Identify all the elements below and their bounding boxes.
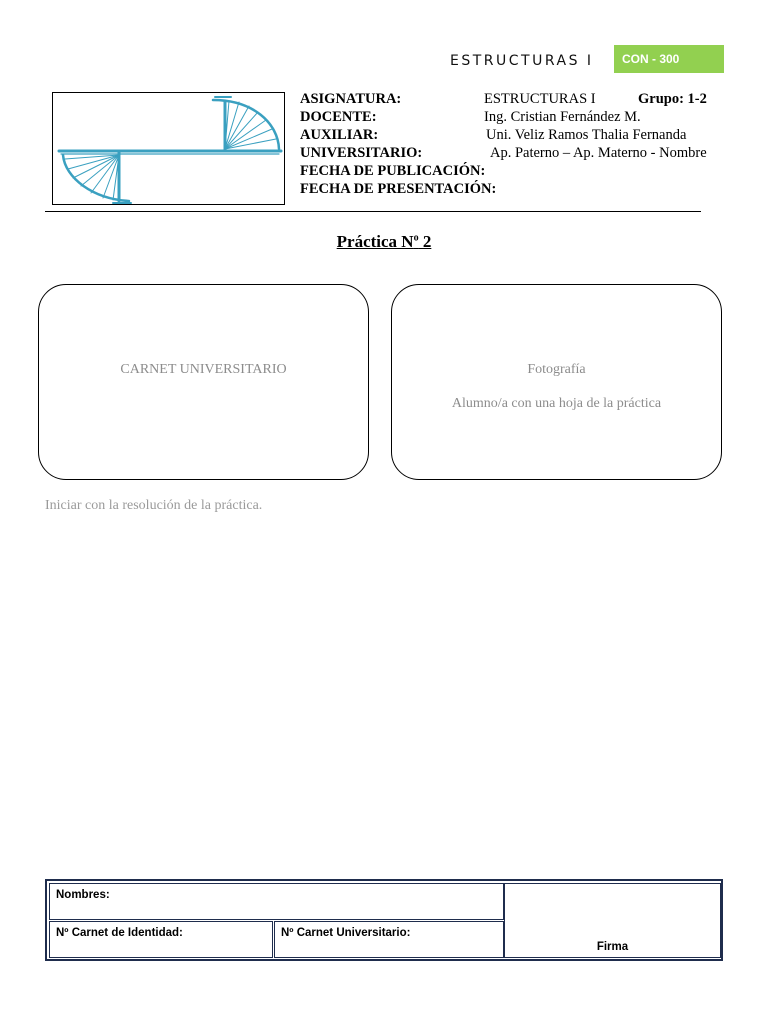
fecha-publicacion-label: FECHA DE PUBLICACIÓN: xyxy=(300,163,486,179)
student-signature-table xyxy=(45,879,723,961)
course-info xyxy=(300,90,740,198)
header-divider xyxy=(45,211,701,212)
photo-placeholder xyxy=(391,284,722,480)
info-row-auxiliar xyxy=(300,126,740,144)
logo-frame xyxy=(52,92,285,205)
photo-placeholder-title: Fotografía xyxy=(527,362,586,377)
firma-label: Firma xyxy=(596,941,629,953)
practice-title xyxy=(0,232,768,252)
docente-label: DOCENTE: xyxy=(300,109,377,125)
carnet-universitario-label: Nº Carnet Universitario: xyxy=(281,927,411,939)
resolution-hint: Iniciar con la resolución de la práctica. xyxy=(45,498,263,513)
docente-value: Ing. Cristian Fernández M. xyxy=(484,109,641,125)
carnet-placeholder-label: CARNET UNIVERSITARIO xyxy=(120,362,287,377)
asignatura-value: ESTRUCTURAS I xyxy=(484,91,596,107)
course-title: ESTRUCTURAS I xyxy=(450,53,594,69)
practice-title-prefix: Práctica N xyxy=(336,232,414,251)
course-code-badge: CON - 300 xyxy=(614,45,724,73)
info-row-presentacion xyxy=(300,180,740,198)
carnet-placeholder xyxy=(38,284,369,480)
info-row-universitario xyxy=(300,144,740,162)
practice-number: 2 xyxy=(418,232,432,251)
carnet-identidad-label: Nº Carnet de Identidad: xyxy=(56,927,183,939)
universitario-value: Ap. Paterno – Ap. Materno - Nombre xyxy=(490,145,707,161)
carnet-identidad-field[interactable] xyxy=(49,921,273,958)
nombres-label: Nombres: xyxy=(56,889,110,901)
grupo-label: Grupo: 1-2 xyxy=(638,91,707,107)
auxiliar-value: Uni. Veliz Ramos Thalia Fernanda xyxy=(486,127,687,143)
spiral-staircase-logo-icon xyxy=(53,93,284,204)
carnet-universitario-field[interactable] xyxy=(274,921,504,958)
fecha-presentacion-label: FECHA DE PRESENTACIÓN: xyxy=(300,181,497,197)
info-row-docente xyxy=(300,108,740,126)
asignatura-label: ASIGNATURA: xyxy=(300,91,402,107)
universitario-label: UNIVERSITARIO: xyxy=(300,145,423,161)
nombres-field[interactable] xyxy=(49,883,504,920)
practice-title-sup: o xyxy=(413,232,419,244)
info-row-publicacion xyxy=(300,162,740,180)
auxiliar-label: AUXILIAR: xyxy=(300,127,379,143)
firma-field[interactable] xyxy=(504,883,721,958)
info-row-asignatura xyxy=(300,90,740,108)
photo-placeholder-description: Alumno/a con una hoja de la práctica xyxy=(451,396,662,411)
